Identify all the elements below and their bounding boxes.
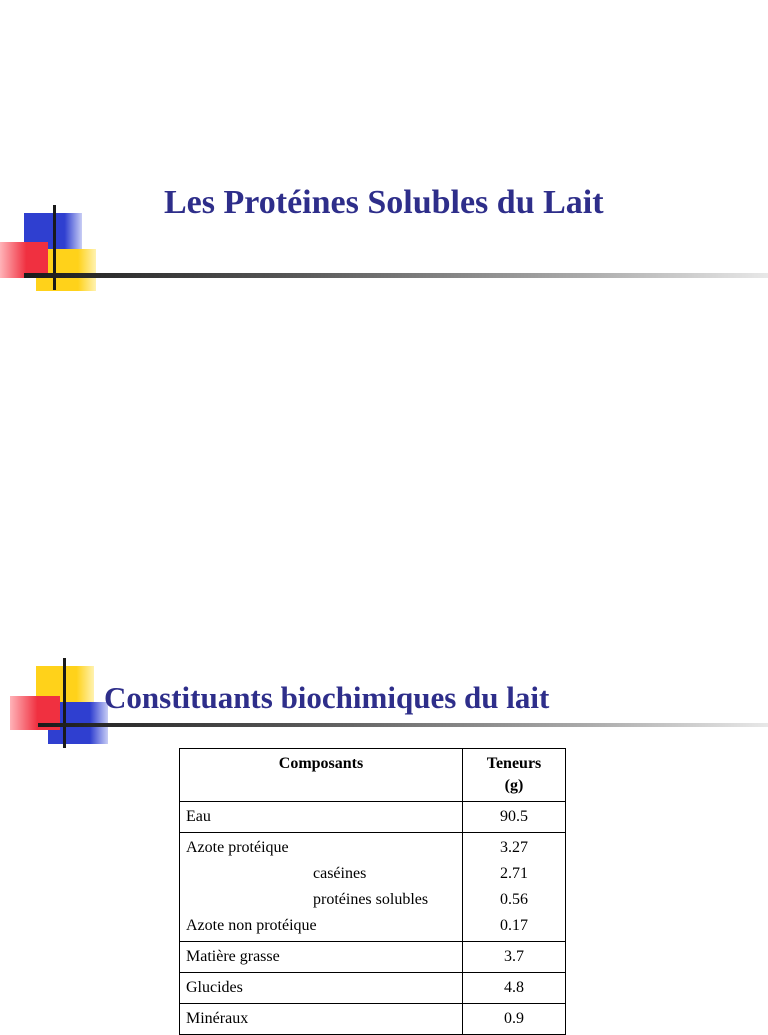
corner-decoration (0, 205, 100, 295)
row-label: Minéraux (180, 1004, 463, 1035)
header-content-line2: (g) (504, 777, 524, 794)
corner-decoration-2 (0, 658, 110, 750)
row-label: Azote non protéique (180, 913, 463, 942)
row-label: caséines (180, 861, 463, 887)
composition-table (179, 748, 566, 1035)
table-row (180, 973, 566, 1004)
table-row (180, 913, 566, 942)
row-label: Azote protéique (180, 833, 463, 862)
table-row (180, 887, 566, 913)
table-row (180, 1004, 566, 1035)
header-content-line1: Teneurs (486, 755, 542, 772)
table-row (180, 942, 566, 973)
table-header-row (180, 749, 566, 802)
table-row (180, 802, 566, 833)
row-label: Eau (180, 802, 463, 833)
row-value: 90.5 (463, 802, 566, 833)
table-row (180, 861, 566, 887)
row-value: 4.8 (463, 973, 566, 1004)
row-value: 0.17 (463, 913, 566, 942)
vertical-line (63, 658, 66, 748)
title-rule (24, 273, 768, 278)
row-value: 3.7 (463, 942, 566, 973)
table-row (180, 833, 566, 862)
row-value: 2.71 (463, 861, 566, 887)
slide-title: Les Protéines Solubles du Lait (164, 184, 604, 221)
row-value: 3.27 (463, 833, 566, 862)
header-content (463, 749, 566, 802)
row-label: Glucides (180, 973, 463, 1004)
title-rule-2 (38, 723, 768, 727)
slide-title-2: Constituants biochimiques du lait (104, 680, 550, 715)
row-label: protéines solubles (180, 887, 463, 913)
row-value: 0.56 (463, 887, 566, 913)
header-components: Composants (180, 749, 463, 802)
row-value: 0.9 (463, 1004, 566, 1035)
row-label: Matière grasse (180, 942, 463, 973)
